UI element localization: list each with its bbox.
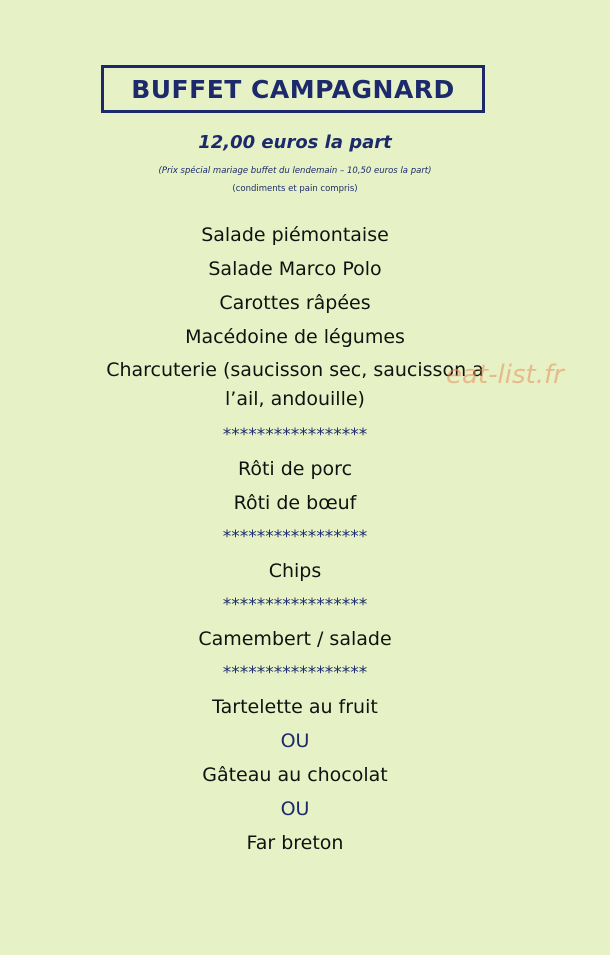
separator: ***************** bbox=[222, 595, 368, 615]
or-label: OU bbox=[280, 798, 310, 820]
separator: ***************** bbox=[222, 663, 368, 683]
separator: ***************** bbox=[222, 425, 368, 445]
watermark: eat-list.fr bbox=[446, 360, 564, 390]
menu-title: BUFFET CAMPAGNARD bbox=[131, 74, 455, 104]
title-box bbox=[101, 65, 485, 113]
or-label: OU bbox=[280, 730, 310, 752]
included-note: (condiments et pain compris) bbox=[232, 184, 358, 194]
price-per-person: 12,00 euros la part bbox=[198, 132, 392, 153]
menu-item: Rôti de bœuf bbox=[233, 492, 357, 514]
menu-item: Far breton bbox=[246, 832, 344, 854]
menu-item: Rôti de porc bbox=[237, 458, 353, 480]
menu-item: Charcuterie (saucisson sec, saucisson a l’ail, andouille) bbox=[106, 359, 484, 410]
special-price-note: (Prix spécial mariage buffet du lendemain – 10,50 euros la part) bbox=[158, 166, 432, 176]
menu-list bbox=[0, 218, 590, 860]
menu-item: Chips bbox=[268, 560, 322, 582]
menu-item: Macédoine de légumes bbox=[185, 326, 405, 348]
menu-item: Camembert / salade bbox=[198, 628, 392, 650]
menu-item: Salade piémontaise bbox=[201, 224, 389, 246]
menu-item: Carottes râpées bbox=[219, 292, 371, 314]
menu-item: Gâteau au chocolat bbox=[202, 764, 388, 786]
menu-item: Tartelette au fruit bbox=[212, 696, 378, 718]
separator: ***************** bbox=[222, 527, 368, 547]
menu-item: Salade Marco Polo bbox=[208, 258, 382, 280]
